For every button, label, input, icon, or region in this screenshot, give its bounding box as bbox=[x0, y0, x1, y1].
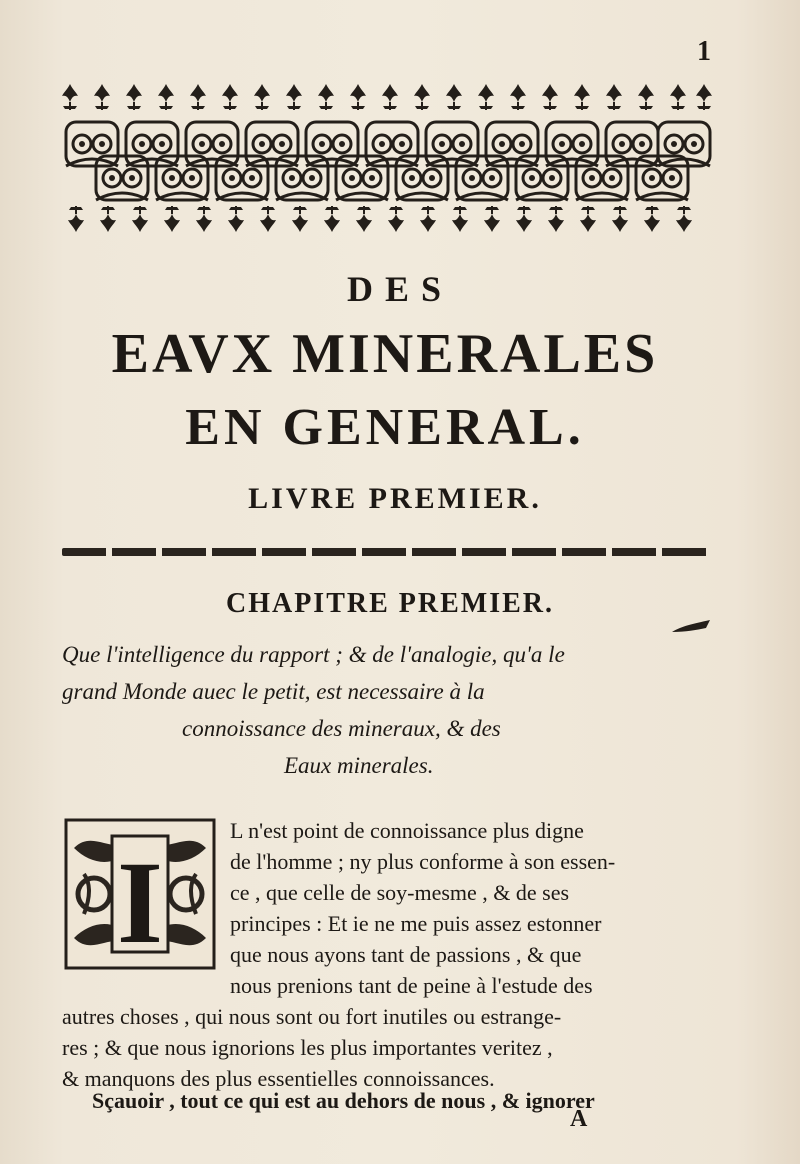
divider-rule bbox=[62, 548, 708, 556]
catchword: A bbox=[570, 1106, 588, 1132]
subtitle-line: Que l'intelligence du rapport ; & de l'analogie, qu'a le bbox=[62, 642, 565, 667]
chapter-subtitle bbox=[62, 636, 710, 784]
decorated-initial bbox=[64, 818, 216, 970]
heading-line-1: EAVX MINERALES bbox=[111, 323, 659, 385]
body-line: ce , que celle de soy-mesme , & de ses bbox=[230, 880, 570, 905]
subtitle-line: connoissance des mineraux, & des bbox=[182, 716, 501, 741]
body-line: autres choses , qui nous sont ou fort inutiles ou estrange- bbox=[62, 1004, 562, 1029]
body-line: principes : Et ie ne me puis assez estonner bbox=[230, 911, 602, 936]
body-line: que nous ayons tant de passions , & que bbox=[230, 942, 582, 967]
bleed-through-text bbox=[60, 40, 740, 66]
manicule-mark-icon bbox=[670, 618, 712, 636]
book-title: LIVRE PREMIER. bbox=[248, 482, 542, 515]
subtitle-line: grand Monde auec le petit, est necessaire à la bbox=[62, 679, 485, 704]
body-line: de l'homme ; ny plus conforme à son essen- bbox=[230, 849, 616, 874]
chapter-title: CHAPITRE PREMIER. bbox=[225, 588, 554, 619]
subtitle-line: Eaux minerales. bbox=[284, 753, 434, 778]
drop-cap-letter: I bbox=[117, 837, 163, 968]
page-number: 1 bbox=[697, 36, 711, 67]
heading-small: DES bbox=[346, 269, 454, 309]
body-line: Sçauoir , tout ce qui est au dehors de nous , & ignorer bbox=[92, 1088, 595, 1113]
body-line: L n'est point de connoissance plus digne bbox=[230, 818, 584, 843]
headpiece-ornament bbox=[60, 78, 716, 238]
body-line: nous prenions tant de peine à l'estude des bbox=[230, 973, 593, 998]
body-line: res ; & que nous ignorions les plus importantes veritez , bbox=[62, 1035, 553, 1060]
heading-line-2: EN GENERAL. bbox=[185, 399, 585, 456]
body-line: & manquons des plus essentielles connoissances. bbox=[62, 1066, 495, 1091]
